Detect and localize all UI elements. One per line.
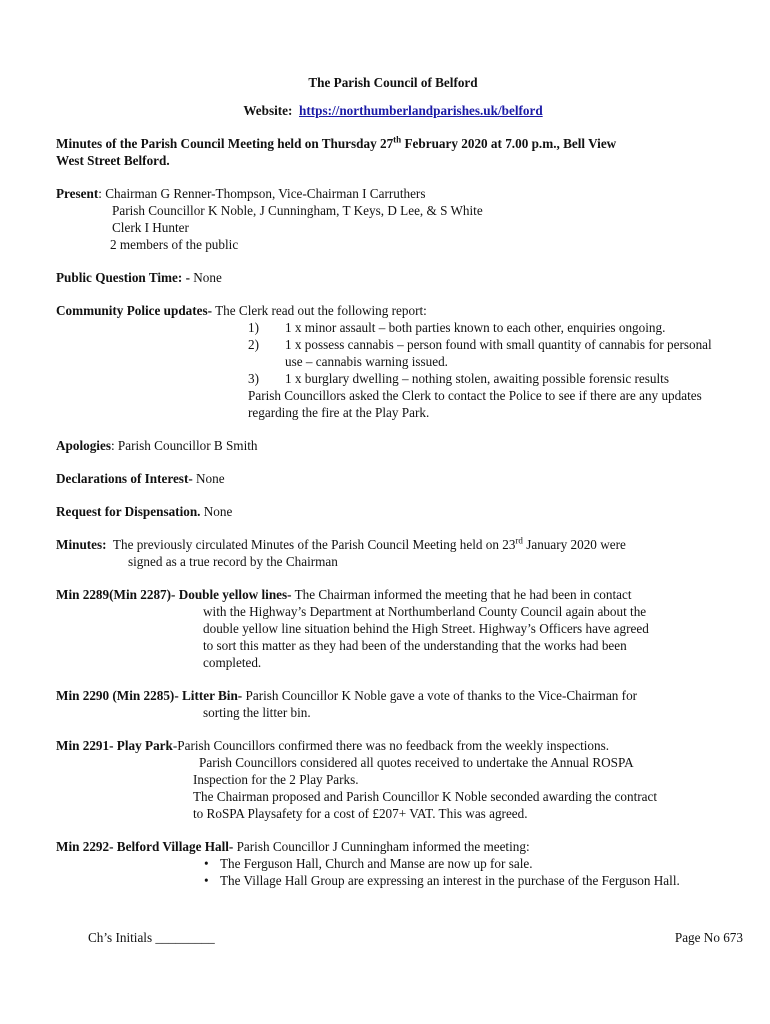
police-label: Community Police updates- xyxy=(56,303,213,318)
list-item: 1) 1 x minor assault – both parties known to each other, enquiries ongoing. xyxy=(248,320,666,335)
min-2289-section: Min 2289(Min 2287)- Double yellow lines- The Chairman informed the meeting that he had been in contact with the Highway’s Department at Northumberland County Council again about the double yellow line situation behind the High Street. Highway’s Officers have agreed to sort this matter as they had been of the understanding that the works had been completed. xyxy=(56,587,649,670)
website-label: Website: xyxy=(243,103,293,118)
page-footer xyxy=(88,929,743,946)
min-2291-section: Min 2291- Play Park-Parish Councillors confirmed there was no feedback from the weekly inspections. Parish Councillors considered all quotes received to undertake the Annual ROSPA Inspection for the 2 Play Parks. The Chairman proposed and Parish Councillor K Noble seconded awarding the contract to RoSPA Playsafety for a cost of £207+ VAT. This was agreed. xyxy=(56,738,657,821)
dispensation-section: Request for Dispensation. None xyxy=(56,504,233,519)
present-section: Present: Chairman G Renner-Thompson, Vice-Chairman I Carruthers Parish Councillor K Noble, J Cunningham, T Keys, D Lee, & S White Clerk I Hunter 2 members of the public xyxy=(56,186,483,252)
meeting-heading: Minutes of the Parish Council Meeting held on Thursday 27th February 2020 at 7.00 p.m., Bell View West Street Belford. xyxy=(56,134,617,168)
police-report-list xyxy=(56,319,730,387)
police-followup: Parish Councillors asked the Clerk to contact the Police to see if there are any updates regarding the fire at the Play Park. xyxy=(248,388,702,420)
bullet-icon: • xyxy=(204,873,209,888)
chair-initials: Ch’s Initials _________ xyxy=(88,930,215,945)
present-label: Present xyxy=(56,186,99,201)
min-2292-section: Min 2292- Belford Village Hall- Parish Councillor J Cunningham informed the meeting: • The Ferguson Hall, Church and Manse are now up for sale. • The Village Hall Group are expressing an interest in the purchase of the Ferguson Hall. xyxy=(56,838,730,889)
list-item: 3) 1 x burglary dwelling – nothing stolen, awaiting possible forensic results xyxy=(248,371,669,386)
police-section: Community Police updates- The Clerk read out the following report: 1) 1 x minor assault – both parties known to each other, enquiries ongoing. 2) 1 x possess cannabis – person found with small quantity of cannabis for personal use – cannabis warning issued. 3) 1 x burglary dwelling – nothing stolen, awaiting possible forensic results Parish Councillors asked the Clerk to contact the Police to see if there are any updates regarding the fire at the Play Park. xyxy=(56,302,730,421)
public-question-section: Public Question Time: - None xyxy=(56,270,222,285)
list-item: 2) 1 x possess cannabis – person found with small quantity of cannabis for personal use – cannabis warning issued. xyxy=(248,337,712,369)
village-hall-list xyxy=(56,855,730,889)
list-item: • The Ferguson Hall, Church and Manse are now up for sale. xyxy=(204,856,533,871)
min-2290-section: Min 2290 (Min 2285)- Litter Bin- Parish Councillor K Noble gave a vote of thanks to the Vice-Chairman for sorting the litter bin. xyxy=(56,688,638,720)
declarations-section: Declarations of Interest- None xyxy=(56,471,225,486)
minutes-section: Minutes: The previously circulated Minutes of the Parish Council Meeting held on 23rd January 2020 were signed as a true record by the Chairman xyxy=(56,535,626,569)
bullet-icon: • xyxy=(204,856,209,871)
website-line xyxy=(56,102,730,119)
apologies-section: Apologies: Parish Councillor B Smith xyxy=(56,438,258,453)
website-link[interactable]: https://northumberlandparishes.uk/belford xyxy=(299,103,543,118)
document-title: The Parish Council of Belford xyxy=(308,75,478,90)
list-item: • The Village Hall Group are expressing an interest in the purchase of the Ferguson Hall. xyxy=(204,873,680,888)
page-number: Page No 673 xyxy=(674,930,743,945)
